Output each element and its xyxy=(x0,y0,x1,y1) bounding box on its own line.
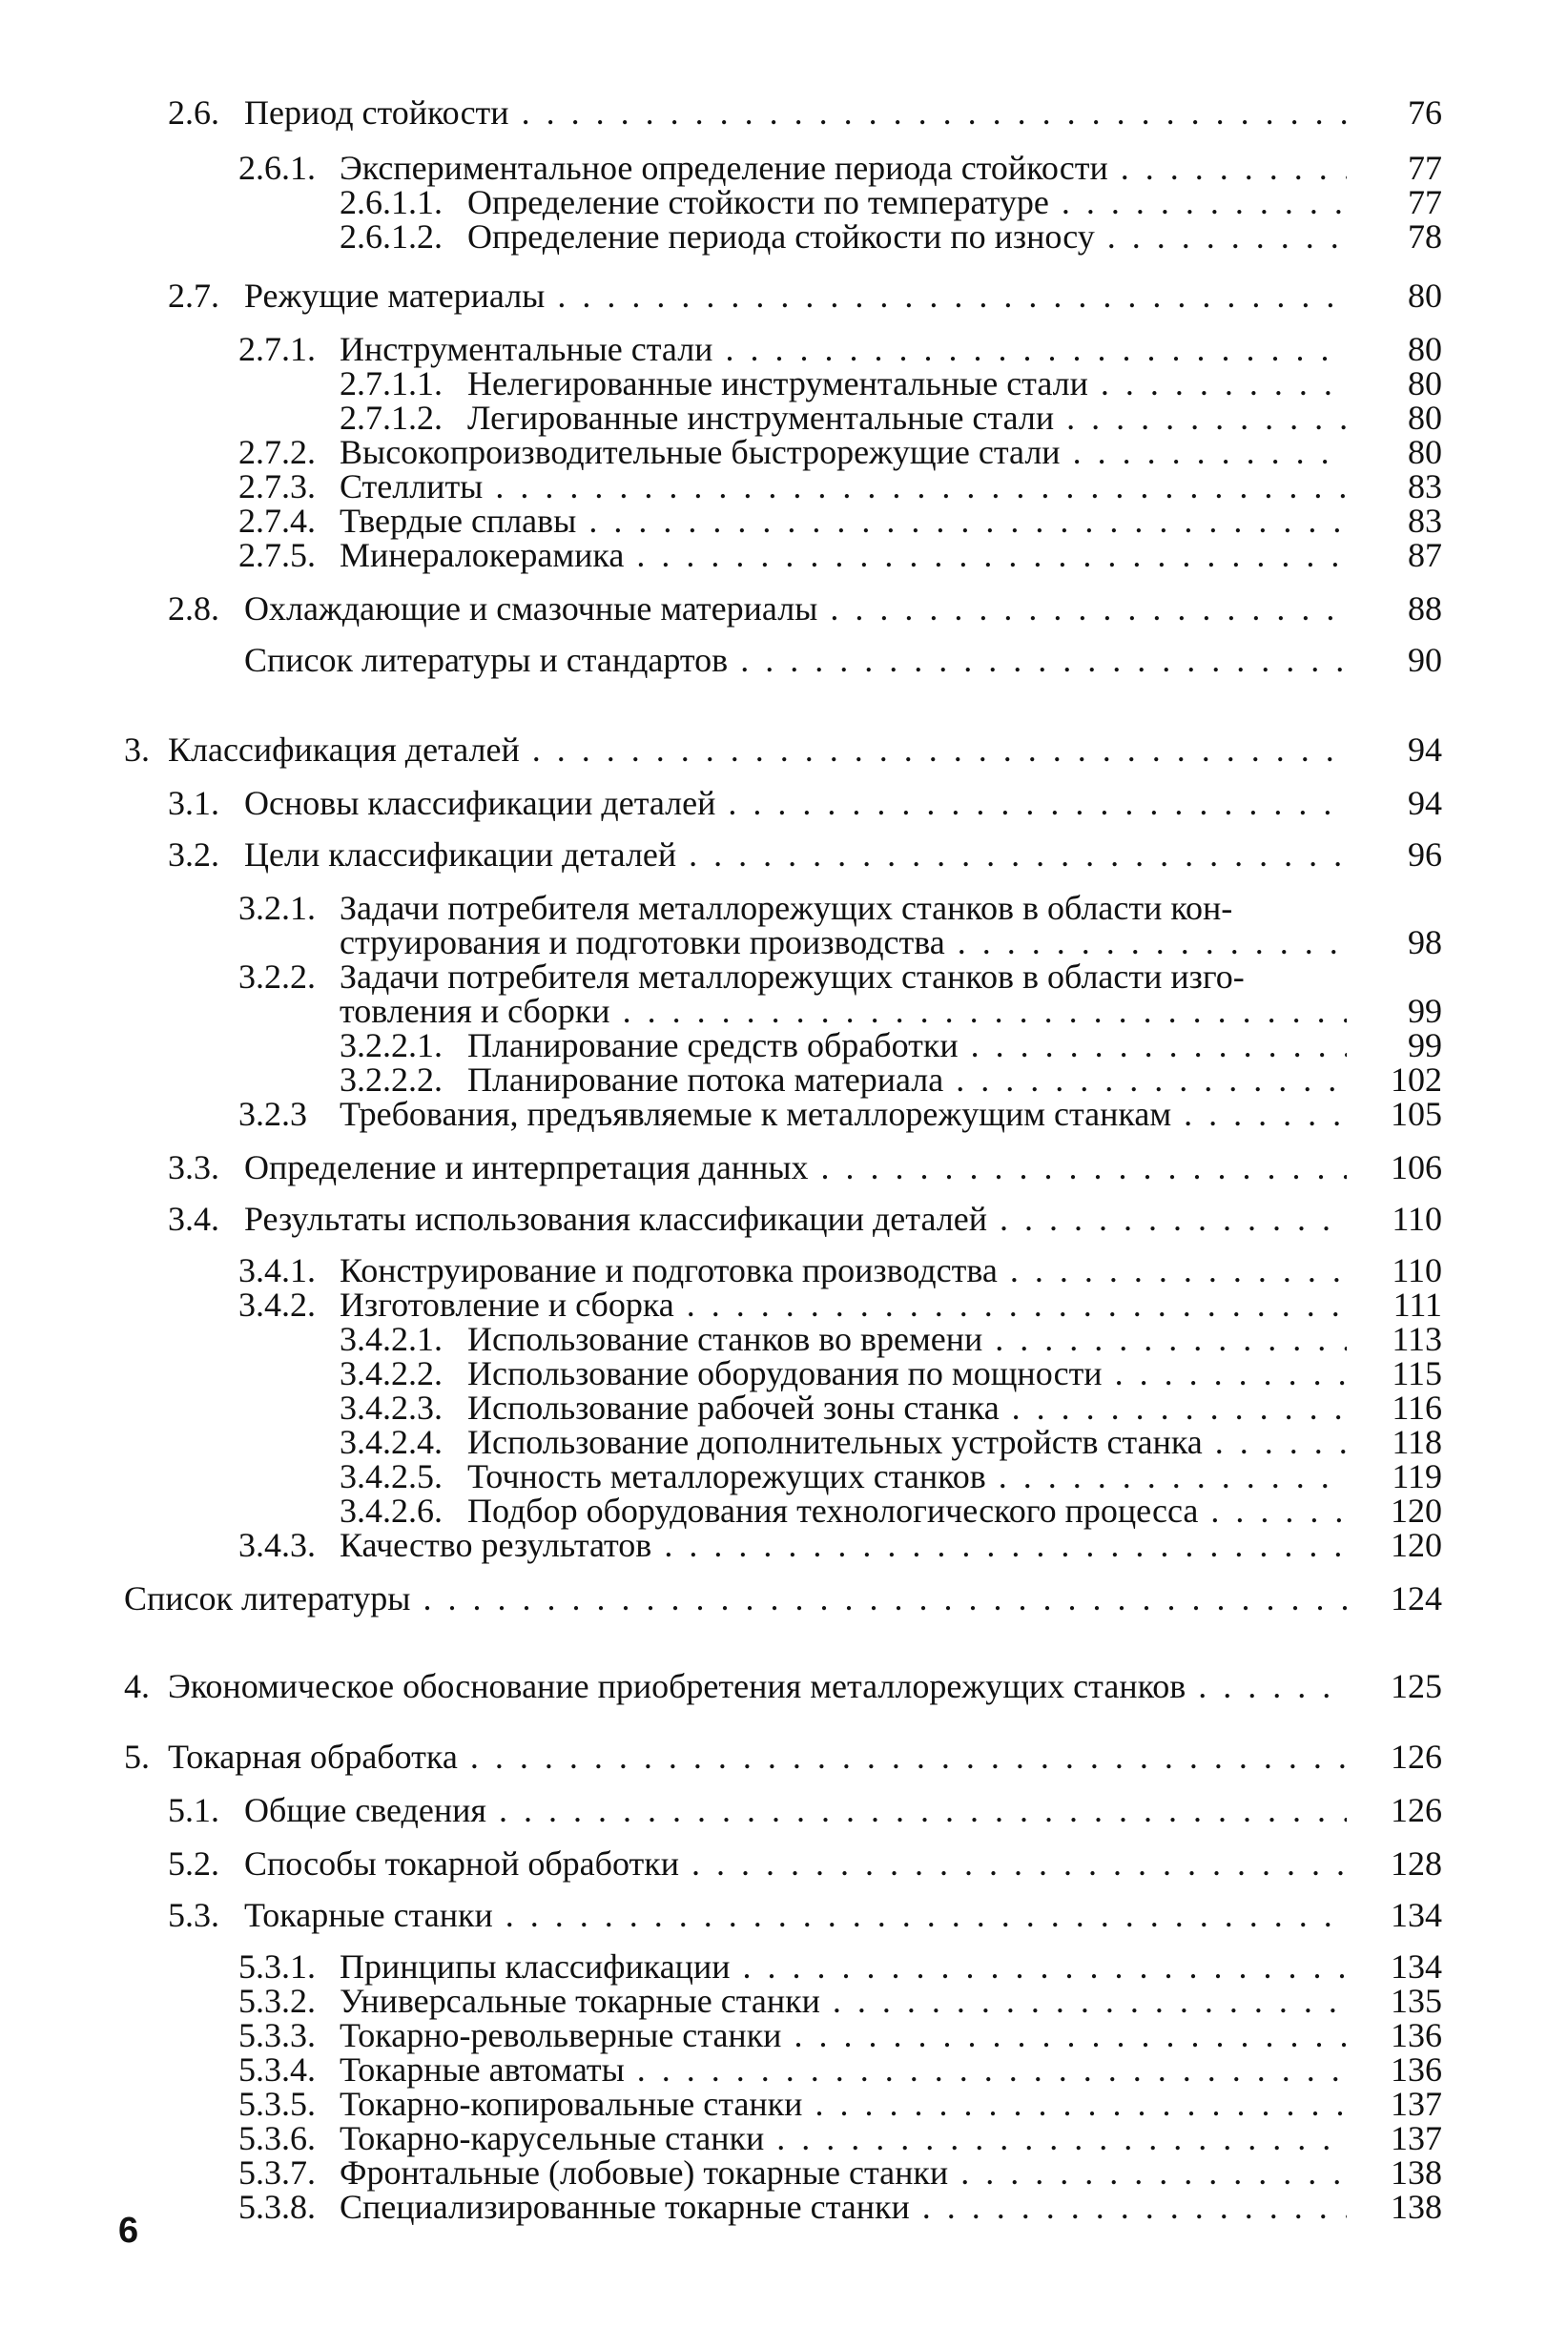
toc-entry-page: 83 xyxy=(1408,467,1442,505)
toc-entry-number: 3.4.2. xyxy=(238,1286,316,1324)
page-number: 6 xyxy=(118,2211,139,2251)
toc-entry-page: 116 xyxy=(1392,1389,1442,1427)
toc-entry-title: Минералокерамика . . . xyxy=(340,536,1347,574)
toc-entry-title: Список литературы . . . xyxy=(124,1579,1347,1617)
toc-entry-title: Определение периода стойкости по износу . . . xyxy=(467,217,1347,256)
toc-entry-title-continued: струирования и подготовки производства . . . xyxy=(340,923,1347,961)
toc-entry-title: Подбор оборудования технологического процесса . . . xyxy=(467,1492,1347,1530)
toc-entry-page: 80 xyxy=(1408,399,1442,437)
toc-entry-page: 138 xyxy=(1391,2153,1442,2192)
toc-entry-page: 111 xyxy=(1393,1286,1442,1324)
toc-entry-page: 77 xyxy=(1408,183,1442,221)
toc-entry-title: Токарные станки . . . xyxy=(244,1896,1347,1934)
toc-entry-number: 3.4.3. xyxy=(238,1526,316,1564)
toc-entry-number: 3.4.2.5. xyxy=(340,1457,443,1495)
toc-entry-number: 5.3.1. xyxy=(238,1947,316,1986)
toc-entry-title: Принципы классификации . . . xyxy=(340,1947,1347,1986)
toc-entry-page: 120 xyxy=(1391,1492,1442,1530)
toc-entry-title: Список литературы и стандартов . . . xyxy=(244,641,1347,679)
toc-entry-page: 115 xyxy=(1392,1354,1442,1392)
toc-entry-page: 126 xyxy=(1391,1738,1442,1776)
toc-entry-title: Определение стойкости по температуре . . . xyxy=(467,183,1347,221)
toc-entry-number: 4. xyxy=(124,1667,150,1705)
toc-entry-page: 76 xyxy=(1408,93,1442,132)
toc-entry-number: 5.3.5. xyxy=(238,2085,316,2123)
toc-entry-page: 126 xyxy=(1391,1791,1442,1829)
toc-entry-number: 5.3.2. xyxy=(238,1982,316,2020)
toc-entry-number: 2.7.1.2. xyxy=(340,399,443,437)
toc-entry-page: 134 xyxy=(1391,1896,1442,1934)
toc-entry-number: 3.2.3 xyxy=(238,1095,307,1133)
toc-entry-page: 136 xyxy=(1391,2016,1442,2054)
toc-entry-title: Нелегированные инструментальные стали . . . xyxy=(467,364,1347,402)
toc-entry-title: Определение и интерпретация данных . . . xyxy=(244,1148,1347,1186)
toc-entry-page: 80 xyxy=(1408,277,1442,315)
toc-entry-page: 110 xyxy=(1392,1251,1442,1289)
toc-entry-number: 5.2. xyxy=(168,1844,219,1883)
toc-entry-page: 105 xyxy=(1391,1095,1442,1133)
toc-entry-title: Стеллиты . . . xyxy=(340,467,1347,505)
toc-entry-title: Планирование потока материала . . . xyxy=(467,1061,1347,1099)
toc-entry-title: Классификация деталей . . . xyxy=(168,731,1347,769)
toc-entry-page: 83 xyxy=(1408,502,1442,540)
toc-entry-page: 80 xyxy=(1408,330,1442,368)
toc-entry-number: 3.4.2.3. xyxy=(340,1389,443,1427)
toc-entry-title: Общие сведения . . . xyxy=(244,1791,1347,1829)
toc-entry-title: Использование рабочей зоны станка . . . xyxy=(467,1389,1347,1427)
toc-entry-page: 134 xyxy=(1391,1947,1442,1986)
toc-entry-page: 118 xyxy=(1392,1423,1442,1461)
toc-entry-title: Инструментальные стали . . . xyxy=(340,330,1347,368)
toc-entry-title: Задачи потребителя металлорежущих станков в области изго- xyxy=(340,958,1245,996)
toc-entry-title: Изготовление и сборка . . . xyxy=(340,1286,1347,1324)
toc-entry-number: 3.2.2.2. xyxy=(340,1061,443,1099)
toc-entry-title: Режущие материалы . . . xyxy=(244,277,1347,315)
toc-entry-title: Использование оборудования по мощности . . . xyxy=(467,1354,1347,1392)
toc-entry-page: 102 xyxy=(1391,1061,1442,1099)
toc-entry-number: 3.2.2. xyxy=(238,958,316,996)
toc-entry-number: 3.2. xyxy=(168,835,219,874)
toc-entry-number: 3.4.2.2. xyxy=(340,1354,443,1392)
toc-entry-page: 138 xyxy=(1391,2188,1442,2226)
toc-entry-title: Качество результатов . . . xyxy=(340,1526,1347,1564)
toc-entry-number: 5.3.3. xyxy=(238,2016,316,2054)
toc-entry-title: Экономическое обоснование приобретения металлорежущих станков . . . xyxy=(168,1667,1347,1705)
toc-entry-number: 2.7.4. xyxy=(238,502,316,540)
toc-entry-number: 5.3.4. xyxy=(238,2050,316,2089)
toc-entry-page: 77 xyxy=(1408,149,1442,187)
toc-entry-number: 3.4. xyxy=(168,1200,219,1238)
toc-entry-number: 2.6.1. xyxy=(238,149,316,187)
toc-entry-title: Точность металлорежущих станков . . . xyxy=(467,1457,1347,1495)
toc-entry-number: 3.2.1. xyxy=(238,889,316,927)
toc-entry-first-line xyxy=(238,889,1233,927)
toc-entry-number: 2.8. xyxy=(168,589,219,628)
toc-entry-number: 3.4.2.1. xyxy=(340,1320,443,1358)
toc-entry-title: Универсальные токарные станки . . . xyxy=(340,1982,1347,2020)
toc-entry-page: 98 xyxy=(1408,923,1442,961)
toc-entry-page: 88 xyxy=(1408,589,1442,628)
toc-entry-title: Планирование средств обработки . . . xyxy=(467,1026,1347,1064)
toc-entry-title: Специализированные токарные станки . . . xyxy=(340,2188,1347,2226)
toc-entry-page: 99 xyxy=(1408,992,1442,1030)
toc-entry-page: 78 xyxy=(1408,217,1442,256)
toc-entry-number: 3.4.2.6. xyxy=(340,1492,443,1530)
toc-entry-title: Цели классификации деталей . . . xyxy=(244,835,1347,874)
toc-entry-number: 2.7.1.1. xyxy=(340,364,443,402)
toc-entry-page: 87 xyxy=(1408,536,1442,574)
toc-entry-title: Использование дополнительных устройств станка . . . xyxy=(467,1423,1347,1461)
toc-entry-page: 124 xyxy=(1391,1579,1442,1617)
toc-entry-page: 96 xyxy=(1408,835,1442,874)
toc-entry-title: Твердые сплавы . . . xyxy=(340,502,1347,540)
toc-entry-number: 3.4.2.4. xyxy=(340,1423,443,1461)
toc-entry-page: 90 xyxy=(1408,641,1442,679)
toc-entry-number: 5.3.8. xyxy=(238,2188,316,2226)
toc-entry-number: 2.7.5. xyxy=(238,536,316,574)
toc-entry-number: 3.4.1. xyxy=(238,1251,316,1289)
toc-entry-title: Легированные инструментальные стали . . . xyxy=(467,399,1347,437)
toc-entry-number: 2.6. xyxy=(168,93,219,132)
toc-entry-number: 2.7.1. xyxy=(238,330,316,368)
toc-entry-title: Высокопроизводительные быстрорежущие стали . . . xyxy=(340,433,1347,471)
toc-entry-title: Способы токарной обработки . . . xyxy=(244,1844,1347,1883)
toc-entry-number: 2.6.1.2. xyxy=(340,217,443,256)
toc-entry-page: 137 xyxy=(1391,2085,1442,2123)
toc-entry-title: Экспериментальное определение периода стойкости . . . xyxy=(340,149,1347,187)
toc-entry-page: 106 xyxy=(1391,1148,1442,1186)
toc-entry-title: Требования, предъявляемые к металлорежущим станкам . . . xyxy=(340,1095,1347,1133)
toc-entry-number: 3. xyxy=(124,731,150,769)
toc-entry-page: 119 xyxy=(1392,1457,1442,1495)
toc-entry-page: 99 xyxy=(1408,1026,1442,1064)
toc-entry-title: Токарные автоматы . . . xyxy=(340,2050,1347,2089)
toc-entry-number: 2.7. xyxy=(168,277,219,315)
toc-entry-number: 5.3.7. xyxy=(238,2153,316,2192)
toc-entry-page: 110 xyxy=(1392,1200,1442,1238)
toc-entry-page: 80 xyxy=(1408,364,1442,402)
toc-entry-page: 136 xyxy=(1391,2050,1442,2089)
toc-entry-page: 125 xyxy=(1391,1667,1442,1705)
toc-entry-title: Токарно-копировальные станки . . . xyxy=(340,2085,1347,2123)
toc-entry-page: 80 xyxy=(1408,433,1442,471)
toc-entry-page: 94 xyxy=(1408,784,1442,822)
toc-entry-number: 3.1. xyxy=(168,784,219,822)
toc-entry-page: 135 xyxy=(1391,1982,1442,2020)
toc-entry-title: Фронтальные (лобовые) токарные станки . . . xyxy=(340,2153,1347,2192)
toc-entry-title: Задачи потребителя металлорежущих станков в области кон- xyxy=(340,889,1233,927)
toc-entry-title: Токарно-карусельные станки . . . xyxy=(340,2119,1347,2157)
toc-entry-number: 5. xyxy=(124,1738,150,1776)
toc-entry-page: 94 xyxy=(1408,731,1442,769)
toc-entry-number: 2.7.3. xyxy=(238,467,316,505)
toc-entry-page: 128 xyxy=(1391,1844,1442,1883)
toc-entry-number: 2.6.1.1. xyxy=(340,183,443,221)
toc-entry-title: Конструирование и подготовка производства . . . xyxy=(340,1251,1347,1289)
toc-entry-number: 5.3.6. xyxy=(238,2119,316,2157)
toc-entry-title: Использование станков во времени . . . xyxy=(467,1320,1347,1358)
toc-entry-number: 5.3. xyxy=(168,1896,219,1934)
toc-entry-number: 3.2.2.1. xyxy=(340,1026,443,1064)
toc-entry-title: Период стойкости . . . xyxy=(244,93,1347,132)
toc-entry-page: 137 xyxy=(1391,2119,1442,2157)
toc-entry-title: Результаты использования классификации деталей . . . xyxy=(244,1200,1347,1238)
toc-entry-number: 2.7.2. xyxy=(238,433,316,471)
toc-entry-number: 5.1. xyxy=(168,1791,219,1829)
toc-entry-page: 120 xyxy=(1391,1526,1442,1564)
toc-entry-number: 3.3. xyxy=(168,1148,219,1186)
toc-entry-title: Токарно-револьверные станки . . . xyxy=(340,2016,1347,2054)
toc-entry-title: Охлаждающие и смазочные материалы . . . xyxy=(244,589,1347,628)
toc-entry-first-line xyxy=(238,958,1245,996)
toc-entry-title: Основы классификации деталей . . . xyxy=(244,784,1347,822)
toc-entry-title-continued: товления и сборки . . . xyxy=(340,992,1347,1030)
toc-entry-title: Токарная обработка . . . xyxy=(168,1738,1347,1776)
toc-entry-page: 113 xyxy=(1392,1320,1442,1358)
